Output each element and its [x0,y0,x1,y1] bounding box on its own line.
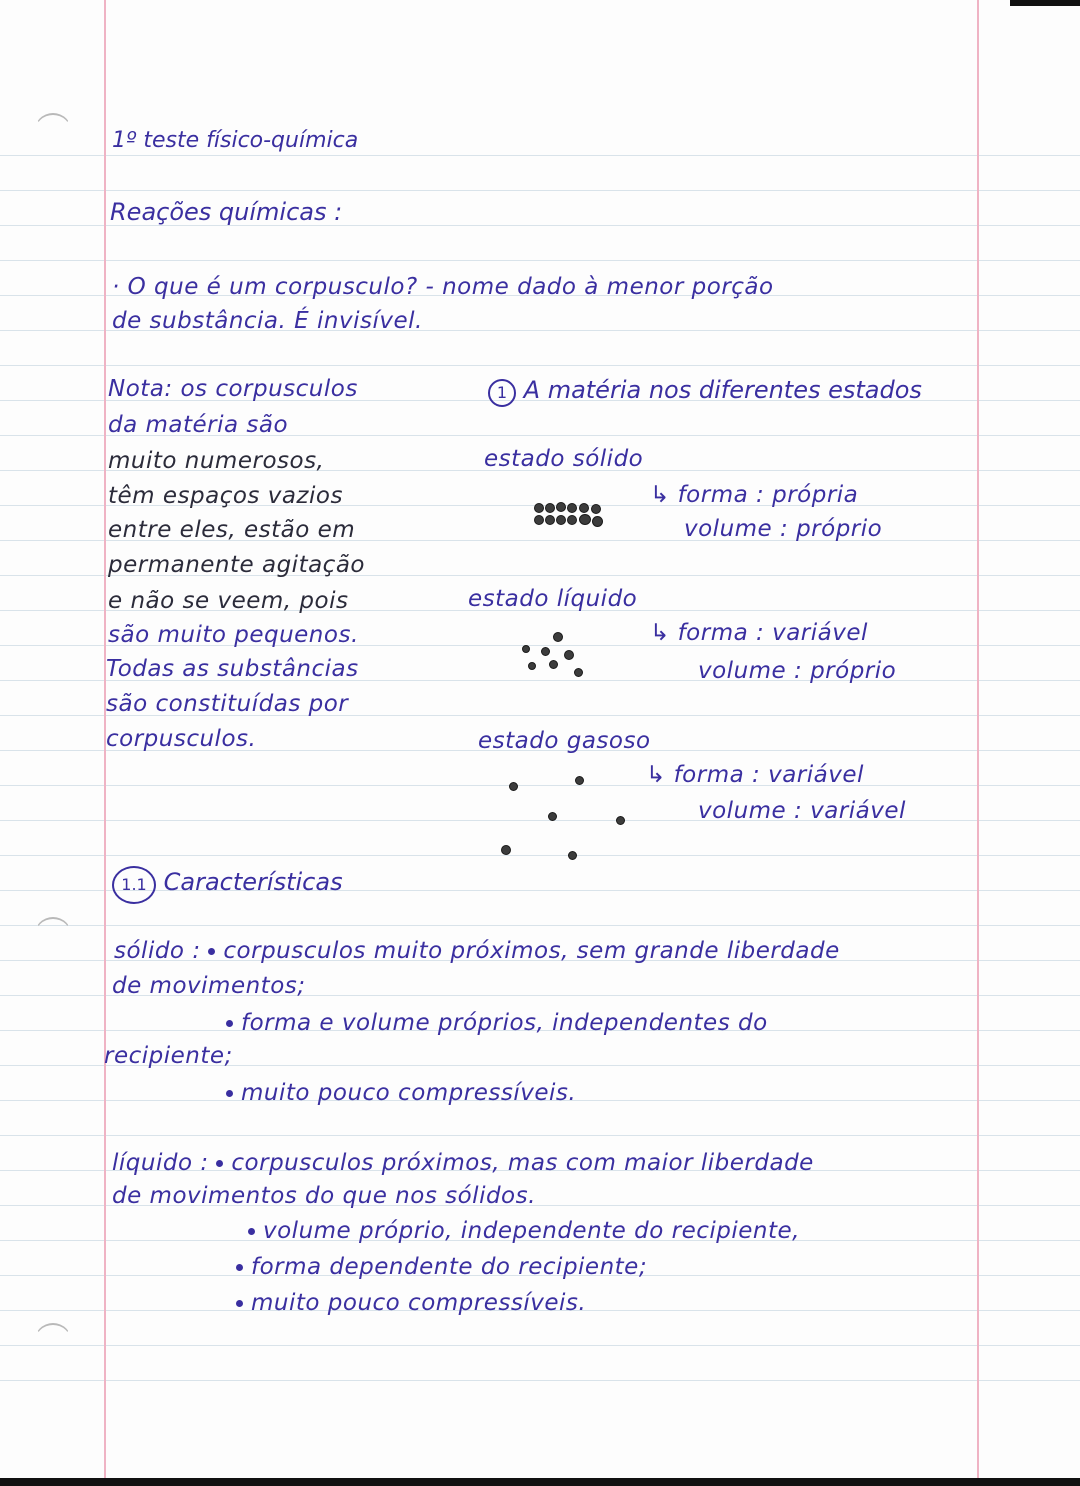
note-line: e não se veem, pois [108,588,349,614]
topic-heading: Reações químicas : [110,198,343,226]
right-margin-line [977,0,979,1486]
note-line: corpusculos. [106,726,257,752]
gas-volume: volume : variável [698,798,906,824]
definition-line: · O que é um corpusculo? - nome dado à menor porção [112,274,774,300]
page-title: 1º teste físico-química [112,128,359,153]
binder-hole-mark [34,113,72,151]
scan-edge [0,1478,1080,1486]
gas-forma: ↳ forma : variável [646,762,864,788]
char-line: de movimentos do que nos sólidos. [112,1183,536,1209]
note-line: permanente agitação [108,552,365,578]
bullet-icon [236,1264,243,1271]
bullet-icon [216,1160,223,1167]
note-line: Nota: os corpusculos [108,376,358,402]
char-line: líquido : corpusculos próximos, mas com maior liberdade [112,1150,814,1176]
subsection-number: 1.1 [112,866,156,904]
bullet-icon [208,948,215,955]
state-label-solid: estado sólido [484,446,644,472]
scan-edge [1010,0,1080,6]
char-line: volume próprio, independente do recipiente, [248,1220,800,1243]
note-line: têm espaços vazios [108,483,343,509]
char-line: muito pouco compressíveis. [226,1082,576,1105]
char-line: sólido : corpusculos muito próximos, sem grande liberdade [114,938,840,964]
char-line: de movimentos; [112,973,306,999]
state-label-liquid: estado líquido [468,586,638,612]
char-line: recipiente; [104,1043,233,1069]
state-label-gas: estado gasoso [478,728,651,754]
bullet-icon [248,1228,255,1235]
char-line: forma e volume próprios, independentes do [226,1012,768,1035]
note-line: são constituídas por [106,691,349,717]
bullet-icon [226,1020,233,1027]
char-line: forma dependente do recipiente; [236,1256,647,1279]
binder-hole-mark [34,1323,72,1361]
solid-volume: volume : próprio [684,516,883,542]
section-heading [488,378,922,407]
bullet-icon [226,1090,233,1097]
definition-line: de substância. É invisível. [112,308,423,334]
liquid-volume: volume : próprio [698,658,897,684]
binder-hole-mark [34,917,72,955]
bullet-icon [236,1300,243,1307]
char-line: muito pouco compressíveis. [236,1292,586,1315]
note-line: são muito pequenos. [108,622,359,648]
section-number: 1 [488,379,516,407]
solid-forma: ↳ forma : própria [650,482,859,508]
liquid-forma: ↳ forma : variável [650,620,868,646]
note-line: muito numerosos, [108,448,325,474]
note-line: Todas as substâncias [106,656,359,682]
note-line: da matéria são [108,412,289,438]
note-line: entre eles, estão em [108,517,356,543]
section-title: A matéria nos diferentes estados [523,376,922,404]
subsection-title: Características [163,868,343,896]
subsection-heading [112,866,343,904]
